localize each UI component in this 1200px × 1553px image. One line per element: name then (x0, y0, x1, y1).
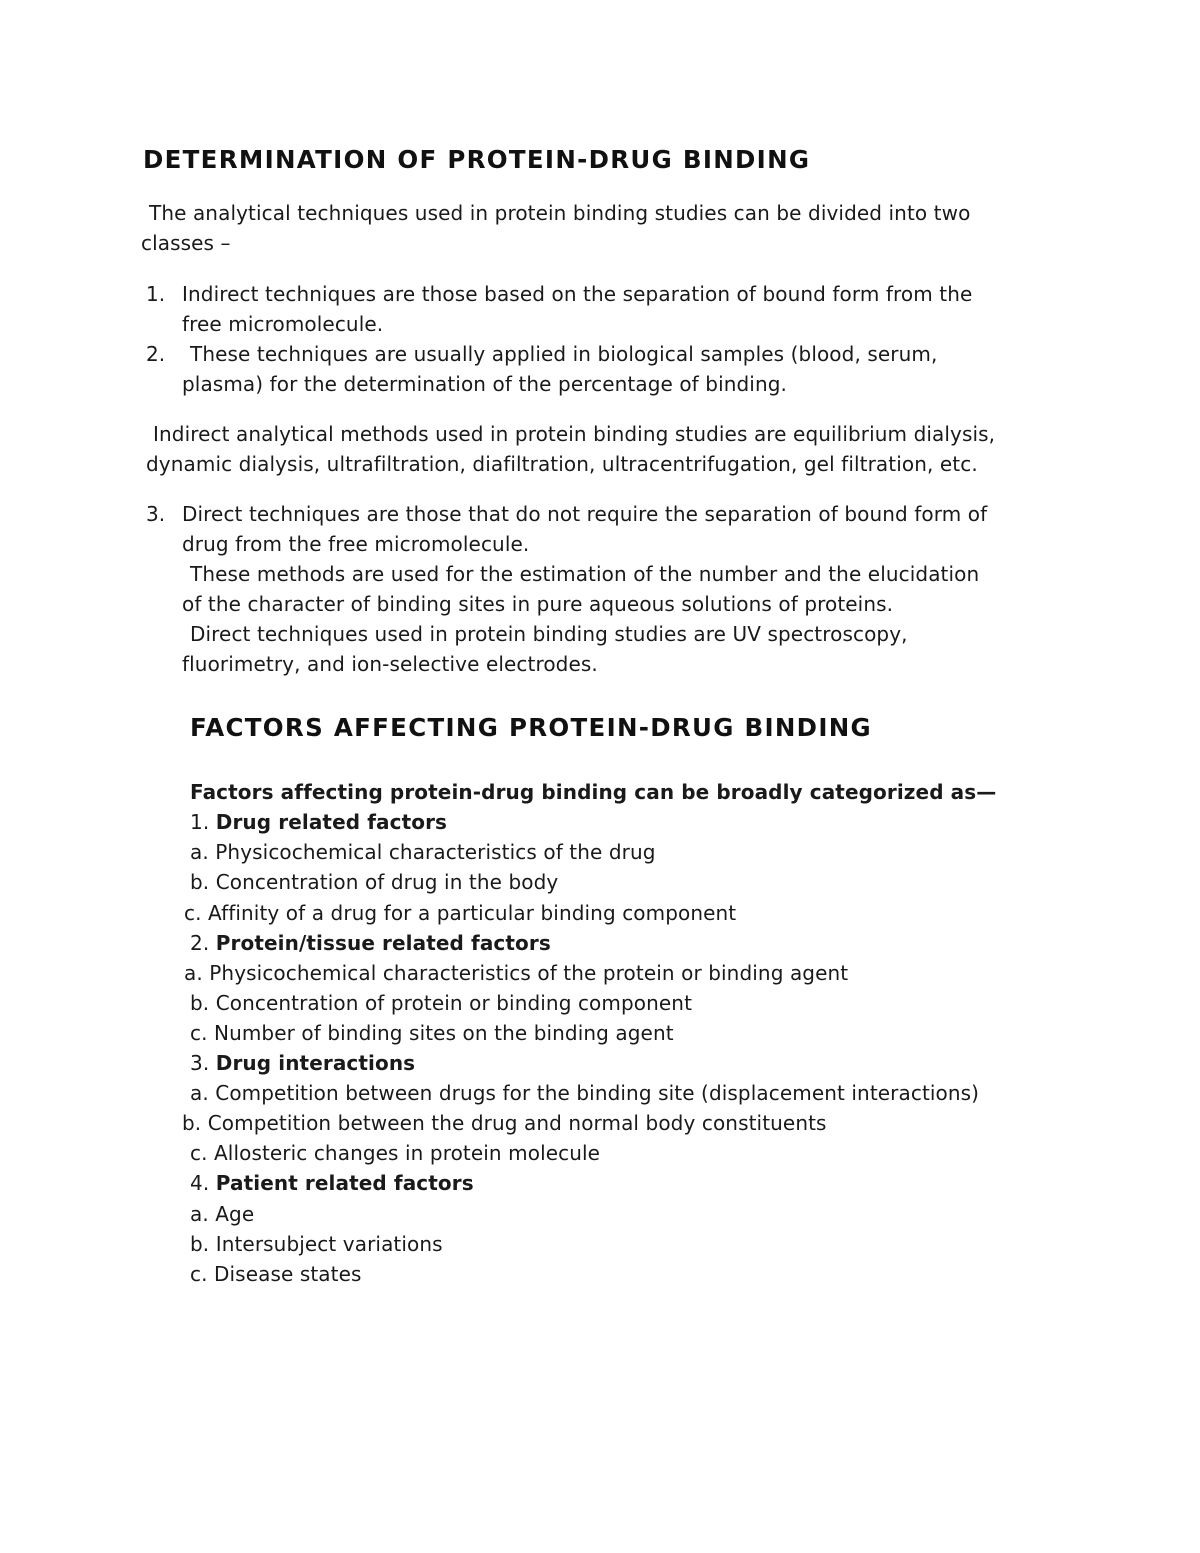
factor-item: c. Disease states (190, 1262, 362, 1286)
list-item-1-line2: free micromolecule. (182, 312, 384, 336)
factor-item: a. Age (190, 1202, 255, 1226)
factor-group-2-number: 2. (190, 931, 210, 955)
factor-item: b. Concentration of protein or binding component (190, 991, 693, 1015)
factor-item: b. Competition between the drug and normal body constituents (182, 1111, 827, 1135)
section1-intro-line1: The analytical techniques used in protein binding studies can be divided into two (149, 201, 971, 225)
section1-title: DETERMINATION OF PROTEIN-DRUG BINDING (143, 145, 811, 174)
list-item-3-line2: drug from the free micromolecule. (182, 532, 530, 556)
factor-group-1 (190, 807, 447, 837)
factor-item: c. Number of binding sites on the binding agent (190, 1021, 674, 1045)
indirect-methods-line2: dynamic dialysis, ultrafiltration, diafiltration, ultracentrifugation, gel filtration, etc. (146, 452, 978, 476)
factor-item: b. Concentration of drug in the body (190, 870, 559, 894)
factor-item: b. Intersubject variations (190, 1232, 443, 1256)
factor-item: c. Affinity of a drug for a particular binding component (184, 901, 737, 925)
factor-group-3-heading: Drug interactions (215, 1051, 416, 1075)
factor-group-2-heading: Protein/tissue related factors (215, 931, 551, 955)
list-item-2-line1: These techniques are usually applied in biological samples (blood, serum, (190, 342, 938, 366)
factor-group-1-heading: Drug related factors (215, 810, 448, 834)
factor-item: a. Competition between drugs for the binding site (displacement interactions) (190, 1081, 980, 1105)
factor-group-3 (190, 1048, 415, 1078)
factor-group-3-number: 3. (190, 1051, 210, 1075)
factor-group-4 (190, 1168, 474, 1198)
factor-item: c. Allosteric changes in protein molecule (190, 1141, 601, 1165)
list-item-2-line2: plasma) for the determination of the percentage of binding. (182, 372, 787, 396)
factors-intro: Factors affecting protein-drug binding can be broadly categorized as— (190, 780, 997, 804)
list-item-3-line3: These methods are used for the estimation of the number and the elucidation (190, 562, 980, 586)
factor-group-1-number: 1. (190, 810, 210, 834)
list-item-1-line1: Indirect techniques are those based on the separation of bound form from the (182, 282, 973, 306)
section1-intro-line2: classes – (141, 231, 231, 255)
factor-group-4-number: 4. (190, 1171, 210, 1195)
factor-item: a. Physicochemical characteristics of the protein or binding agent (184, 961, 849, 985)
factor-item: a. Physicochemical characteristics of the drug (190, 840, 656, 864)
section2-title: FACTORS AFFECTING PROTEIN-DRUG BINDING (190, 713, 872, 742)
list-item-3-line5: Direct techniques used in protein binding studies are UV spectroscopy, (190, 622, 908, 646)
list-number-1: 1. (146, 282, 166, 306)
list-item-3-line6: fluorimetry, and ion-selective electrodes. (182, 652, 598, 676)
list-item-3-line1: Direct techniques are those that do not require the separation of bound form of (182, 502, 988, 526)
factor-group-2 (190, 928, 551, 958)
list-number-3: 3. (146, 502, 166, 526)
factor-group-4-heading: Patient related factors (215, 1171, 474, 1195)
list-item-3-line4: of the character of binding sites in pure aqueous solutions of proteins. (182, 592, 894, 616)
list-number-2: 2. (146, 342, 166, 366)
indirect-methods-line1: Indirect analytical methods used in protein binding studies are equilibrium dialysis, (153, 422, 996, 446)
